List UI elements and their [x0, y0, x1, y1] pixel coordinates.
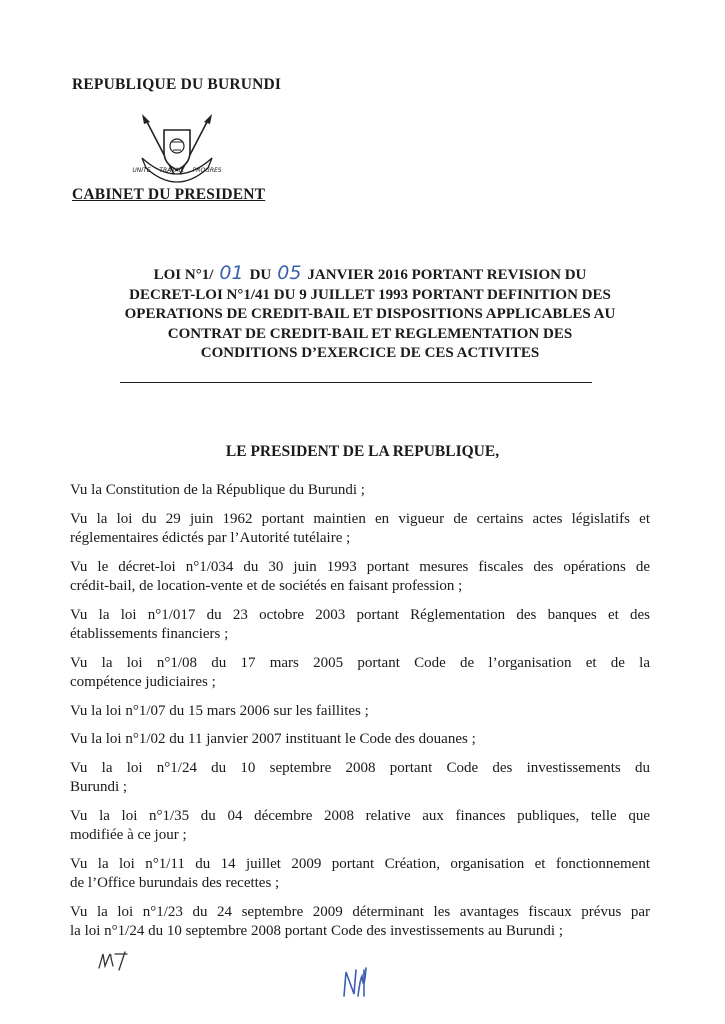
visa-line: établissements financiers ;: [70, 626, 229, 642]
visa-line: de l’Office burundais des recettes ;: [70, 875, 280, 891]
visa-paragraph: [70, 606, 650, 645]
visa-paragraph: [70, 510, 650, 549]
handwritten-initials: [97, 948, 133, 972]
motto-word: TRAVAIL: [159, 166, 184, 174]
visa-line: Vu la loi n°1/017 du 23 octobre 2003 portant Réglementation des banques et des: [70, 606, 650, 623]
visa-line: compétence judiciaires ;: [70, 674, 216, 690]
motto-word: PROGRES: [192, 166, 222, 174]
law-title-line: CONTRAT DE CREDIT-BAIL ET REGLEMENTATION DES: [167, 325, 573, 342]
visa-line: crédit-bail, de location-vente et de sociétés en faisant profession ;: [70, 578, 463, 594]
motto-word: UNITE: [132, 166, 151, 174]
visa-paragraph: [70, 558, 650, 597]
visa-line: Vu la loi du 29 juin 1962 portant maintien en vigueur de certains actes législatifs et: [70, 510, 650, 527]
president-heading: LE PRESIDENT DE LA REPUBLIQUE,: [225, 443, 500, 460]
law-title-line: CONDITIONS D’EXERCICE DE CES ACTIVITES: [200, 345, 540, 361]
visa-paragraph: [70, 654, 650, 693]
visa-line: Vu le décret-loi n°1/034 du 30 juin 1993 portant mesures fiscales des opérations de: [70, 558, 650, 575]
cabinet-heading: CABINET DU PRESIDENT: [72, 186, 266, 203]
title-divider: [120, 382, 592, 383]
visa-line: Vu la loi n°1/24 du 10 septembre 2008 portant Code des investissements du: [70, 759, 650, 776]
visa-line: la loi n°1/24 du 10 septembre 2008 portant Code des investissements au Burundi ;: [70, 923, 564, 939]
visa-line: Burundi ;: [70, 779, 128, 795]
law-title-line: OPERATIONS DE CREDIT-BAIL ET DISPOSITIONS APPLICABLES AU: [124, 306, 616, 322]
handwritten-law-number: 01: [219, 262, 244, 284]
visa-line: Vu la loi n°1/02 du 11 janvier 2007 instituant le Code des douanes ;: [70, 731, 476, 747]
visa-list: [70, 481, 650, 951]
visa-paragraph: [70, 807, 650, 846]
visa-paragraph: [70, 903, 650, 942]
visa-paragraph: [70, 702, 650, 722]
country-heading: REPUBLIQUE DU BURUNDI: [72, 76, 282, 93]
emblem-motto: [128, 163, 226, 177]
visa-paragraph: [70, 481, 650, 501]
visa-line: Vu la Constitution de la République du Burundi ;: [70, 482, 365, 498]
law-title-line: DECRET-LOI N°1/41 DU 9 JUILLET 1993 PORTANT DEFINITION DES: [129, 286, 611, 303]
handwritten-day: 05: [277, 262, 302, 284]
visa-line: Vu la loi n°1/07 du 15 mars 2006 sur les faillites ;: [70, 702, 369, 719]
visa-paragraph: [70, 730, 650, 750]
visa-line: Vu la loi n°1/35 du 04 décembre 2008 relative aux finances publiques, telle que: [70, 807, 650, 824]
visa-paragraph: [70, 855, 650, 894]
visa-paragraph: [70, 759, 650, 798]
visa-line: modifiée à ce jour ;: [70, 827, 187, 843]
handwritten-signature: [340, 966, 370, 1000]
visa-line: Vu la loi n°1/23 du 24 septembre 2009 déterminant les avantages fiscaux prévus par: [70, 903, 650, 920]
visa-line: Vu la loi n°1/08 du 17 mars 2005 portant Code de l’organisation et de la: [70, 654, 650, 671]
visa-line: Vu la loi n°1/11 du 14 juillet 2009 portant Création, organisation et fonctionnement: [70, 855, 650, 872]
visa-line: réglementaires édictés par l’Autorité tutélaire ;: [70, 530, 351, 546]
law-title-line: LOI N°1/ 01 DU 05 JANVIER 2016 PORTANT REVISION DU: [153, 262, 587, 284]
law-title: [60, 264, 680, 364]
